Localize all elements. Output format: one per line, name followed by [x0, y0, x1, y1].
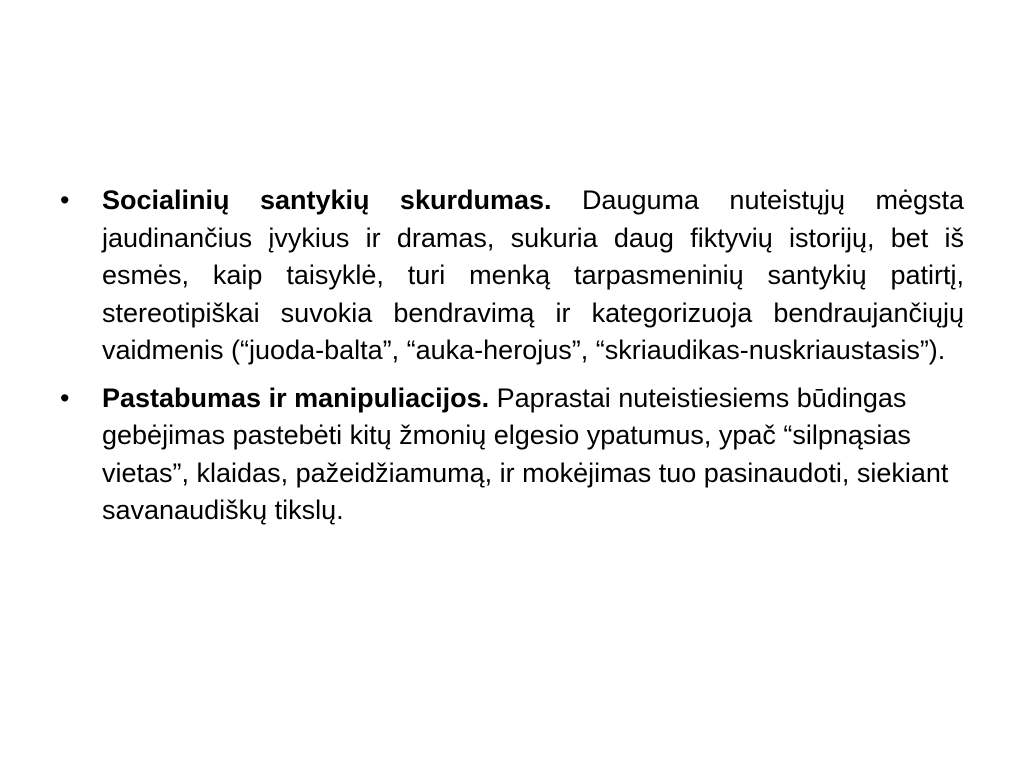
bullet-marker: •: [60, 185, 70, 215]
bullet-list: [60, 182, 964, 530]
bullet-marker: •: [60, 382, 70, 413]
bullet-body-text: Paprastai nuteistiesiems būdingas gebėjimas pastebėti kitų žmonių elgesio ypatumus, ypač “silpnąsias vietas”, klaidas, pažeidžiamumą, ir mokėjimas tuo pasinaudoti, siekiant savanaudiškų tikslų.: [102, 382, 949, 525]
bullet-lead-text: Socialinių santykių skurdumas.: [102, 185, 552, 215]
bullet-body-text: Dauguma nuteistųjų mėgsta jaudinančius įvykius ir dramas, sukuria daug fiktyvių istorijų, bet iš esmės, kaip taisyklė, turi menką tarpasmeninių santykių patirtį, stereotipiškai suvokia bendravimą ir kategorizuoja bendraujančiųjų vaidmenis (“juoda-balta”, “auka-herojus”, “skriaudikas-nuskriaustasis”).: [102, 185, 964, 365]
bullet-lead-text: Pastabumas ir manipuliacijos.: [102, 382, 490, 413]
bullet-item-manipulation: [60, 380, 964, 530]
bullet-item-social-relations: [60, 182, 964, 370]
